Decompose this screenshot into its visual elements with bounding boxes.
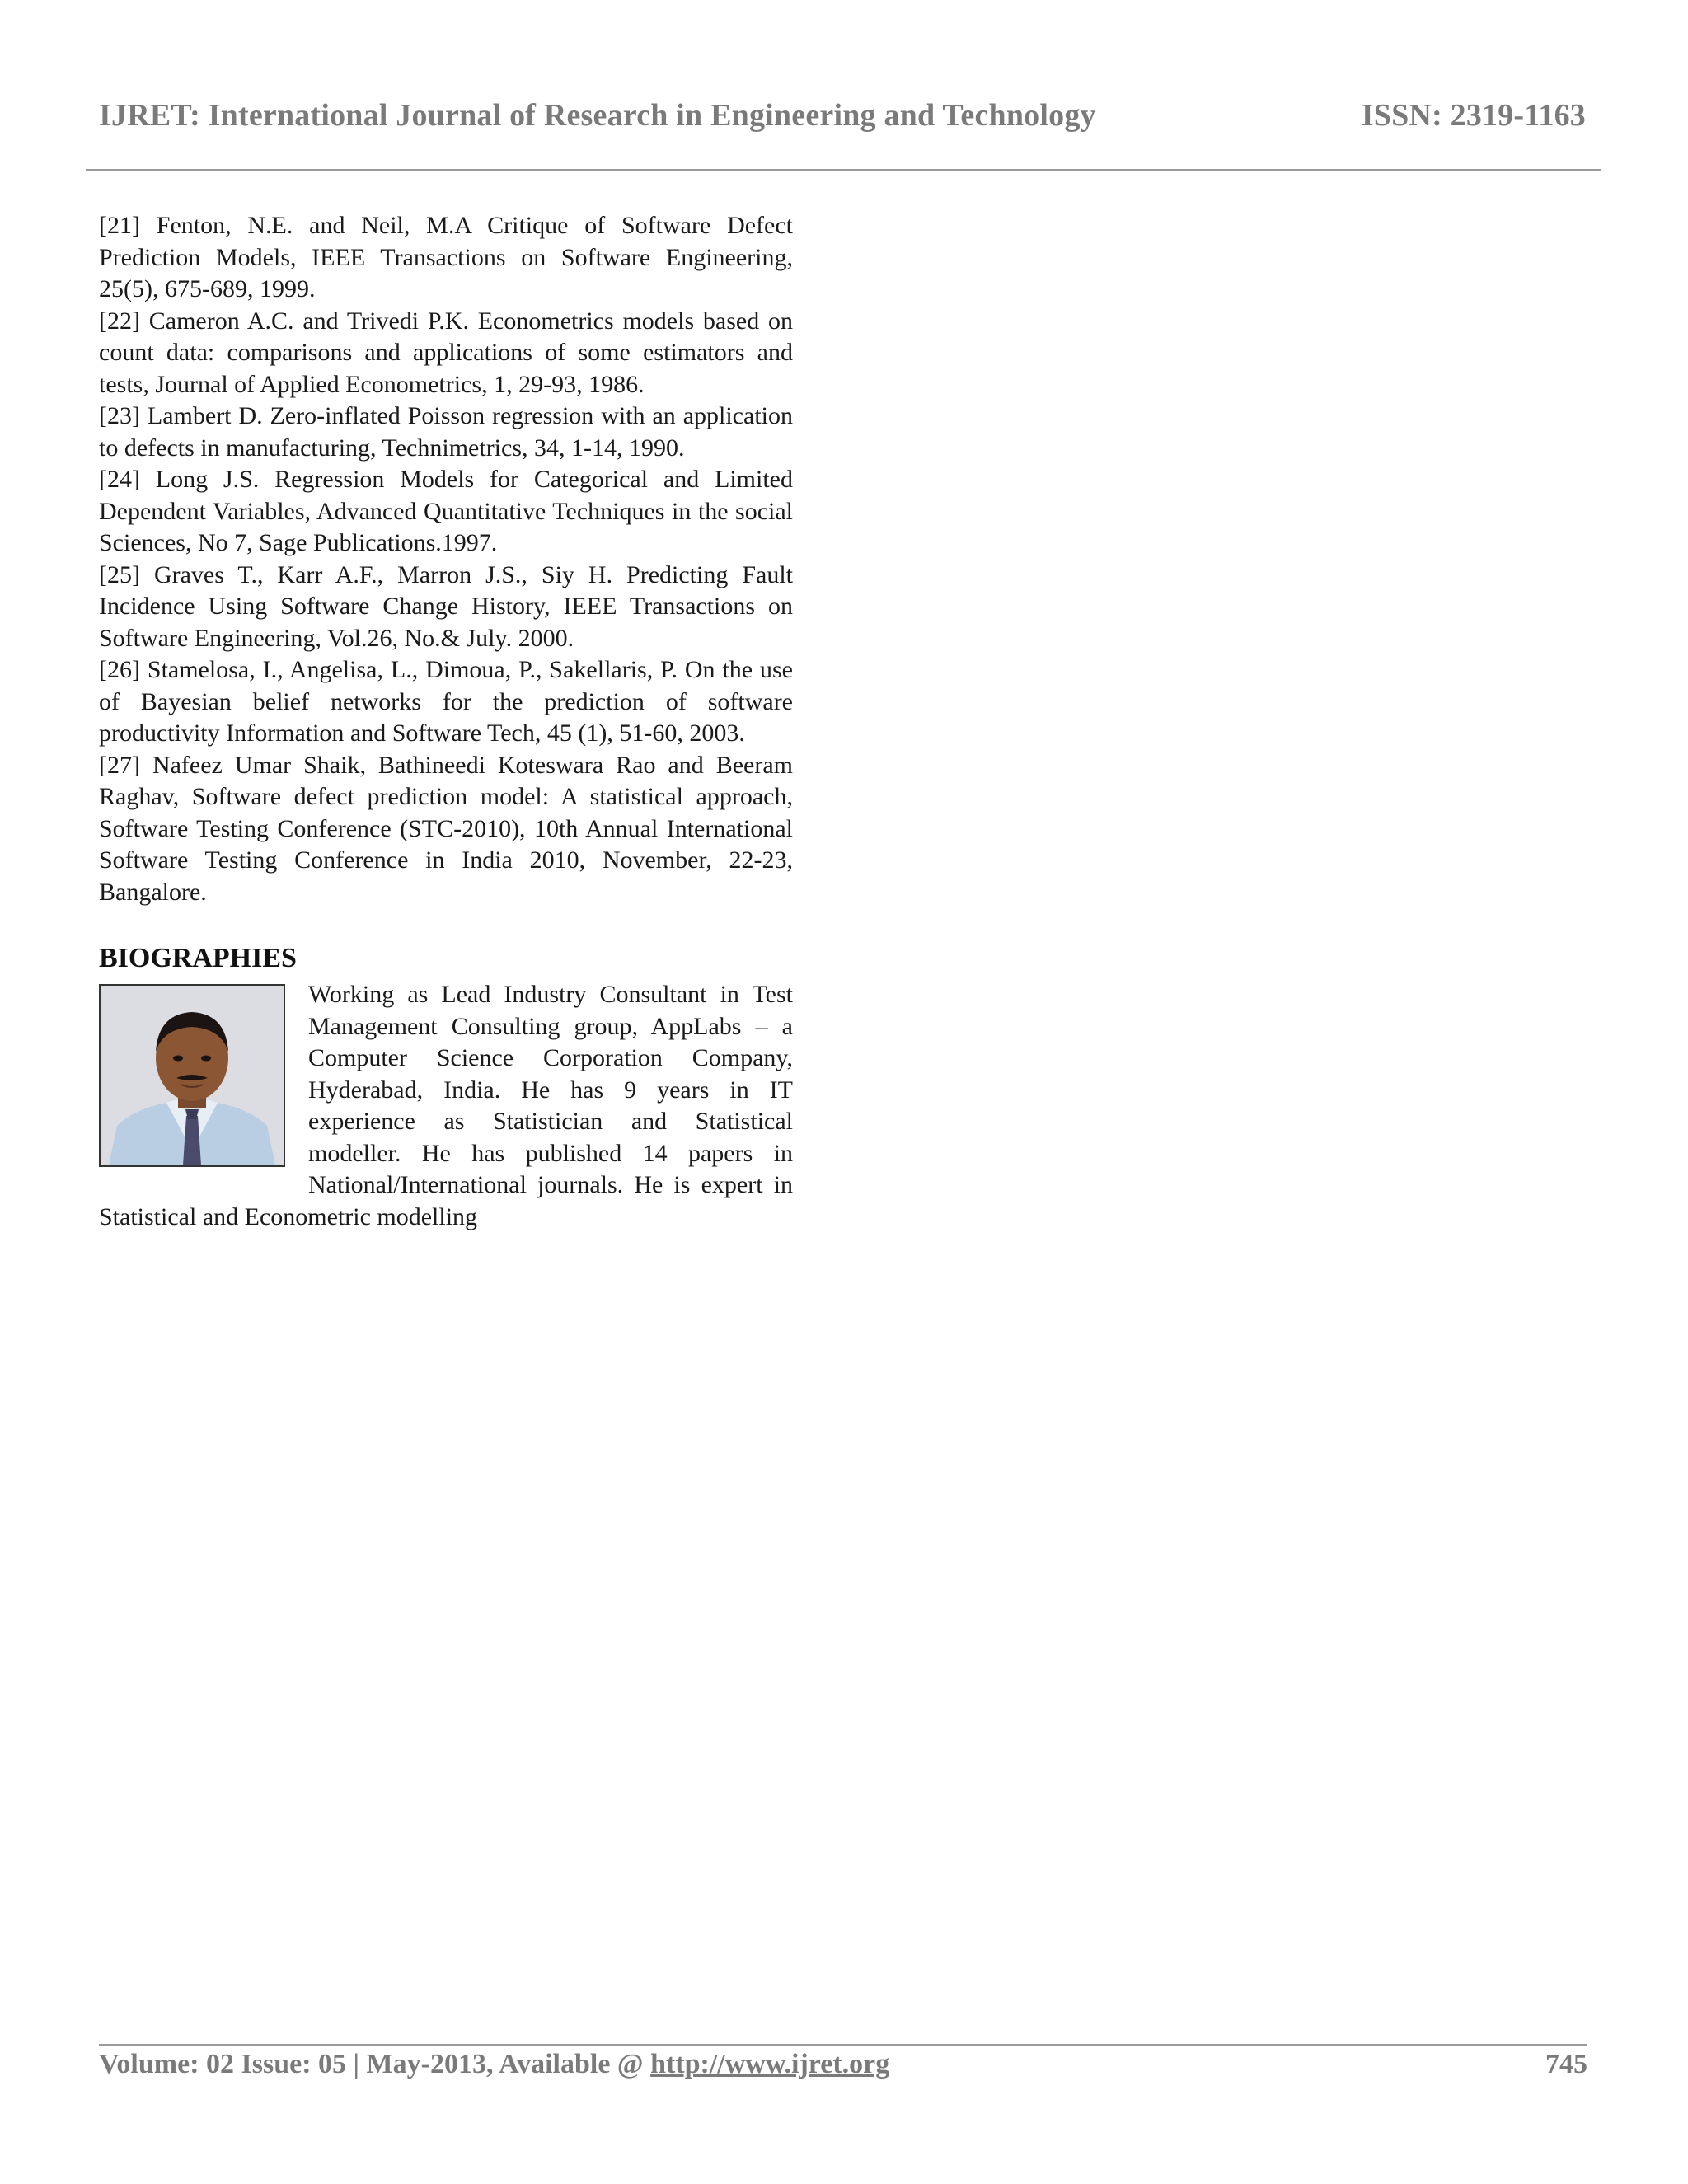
author-portrait-image	[101, 986, 284, 1165]
biographies-heading: BIOGRAPHIES	[99, 943, 297, 973]
running-header	[99, 97, 1586, 147]
volume-text: Volume: 02 Issue: 05 | May-2013, Available @	[99, 2049, 651, 2079]
running-footer	[99, 2049, 1587, 2090]
left-column	[99, 210, 793, 1233]
reference-25: [25] Graves T., Karr A.F., Marron J.S., Siy H. Predicting Fault Incidence Using Software Change History, IEEE Transactions on Software Engineering, Vol.26, No.& July. 2000.	[99, 560, 793, 652]
reference-23: [23] Lambert D. Zero-inflated Poisson regression with an application to defects in manufacturing, Technimetrics, 34, 1-14, 1990.	[99, 402, 793, 462]
reference-24: [24] Long J.S. Regression Models for Categorical and Limited Dependent Variables, Advanced Quantitative Techniques in the social Sciences, No 7, Sage Publications.1997.	[99, 466, 793, 556]
author-photo	[99, 984, 285, 1167]
journal-url-link[interactable]: http://www.ijret.org	[650, 2049, 890, 2079]
biography-text: Working as Lead Industry Consultant in Test Management Consulting group, AppLabs – a Computer Science Corporation Company, Hyderabad, India. He has 9 years in IT experience as Statistician and Statistical modeller. He has published 14 papers in National/International journals. He is expert in Statistical and Econometric modelling	[99, 981, 793, 1230]
volume-info	[99, 2049, 889, 2080]
page-number: 745	[1545, 2049, 1587, 2079]
reference-27: [27] Nafeez Umar Shaik, Bathineedi Koteswara Rao and Beeram Raghav, Software defect prediction model: A statistical approach, Software Testing Conference (STC-2010), 10th Annual International Software Testing Conference in India 2010, November, 22-23, Bangalore.	[99, 751, 793, 906]
header-divider	[86, 169, 1601, 171]
reference-21: [21] Fenton, N.E. and Neil, M.A Critique of Software Defect Prediction Models, IEEE Transactions on Software Engineering, 25(5), 675-689, 1999.	[99, 212, 793, 302]
reference-list	[99, 210, 793, 908]
reference-22: [22] Cameron A.C. and Trivedi P.K. Econometrics models based on count data: comparisons and applications of some estimators and tests, Journal of Applied Econometrics, 1, 29-93, 1986.	[99, 307, 793, 398]
biography	[99, 979, 793, 1233]
issn: ISSN: 2319-1163	[1361, 98, 1586, 133]
footer-divider	[99, 2044, 1587, 2046]
reference-26: [26] Stamelosa, I., Angelisa, L., Dimoua, P., Sakellaris, P. On the use of Bayesian belief networks for the prediction of software productivity Information and Software Tech, 45 (1), 51-60, 2003.	[99, 656, 793, 747]
journal-title: IJRET: International Journal of Research in Engineering and Technology	[99, 98, 1096, 133]
